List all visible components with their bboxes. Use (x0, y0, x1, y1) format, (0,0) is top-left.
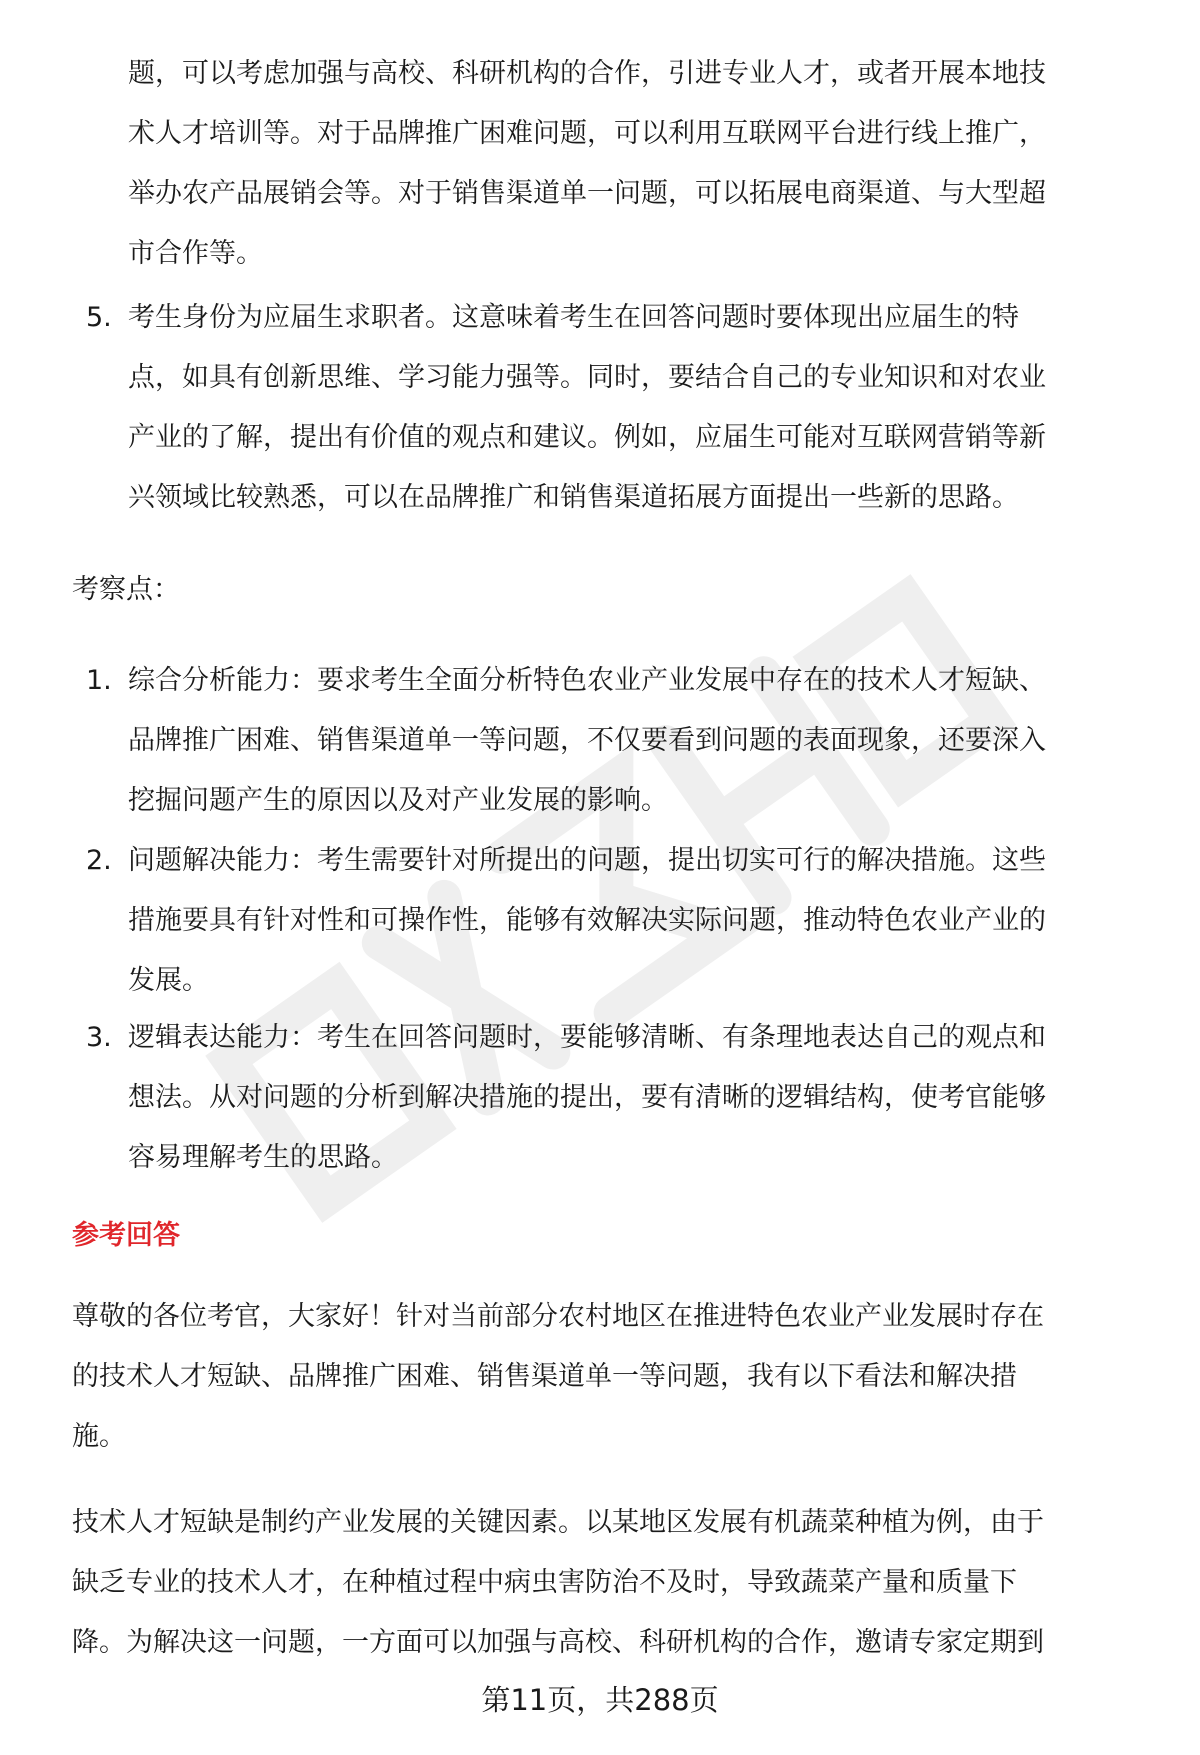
list-item-line: 综合分析能力：要求考生全面分析特色农业产业发展中存在的技术人才短缺、 (128, 665, 1046, 696)
reference-paragraph-2 (72, 1493, 1152, 1673)
list-number: 2. (86, 845, 112, 876)
list-number: 3. (86, 1022, 112, 1053)
exam-points-heading: 考察点： (72, 574, 180, 605)
paragraph-line: 的技术人才短缺、品牌推广困难、销售渠道单一等问题，我有以下看法和解决措 (72, 1361, 1017, 1392)
list-item-line: 挖掘问题产生的原因以及对产业发展的影响。 (128, 785, 668, 816)
list-item-line: 点，如具有创新思维、学习能力强等。同时，要结合自己的专业知识和对农业 (128, 362, 1046, 393)
paragraph-line: 技术人才短缺是制约产业发展的关键因素。以某地区发展有机蔬菜种植为例，由于 (72, 1507, 1044, 1538)
list-item-line: 考生身份为应届生求职者。这意味着考生在回答问题时要体现出应届生的特 (128, 302, 1019, 333)
list-item-line: 发展。 (128, 965, 209, 996)
continuation-line: 举办农产品展销会等。对于销售渠道单一问题，可以拓展电商渠道、与大型超 (128, 178, 1046, 209)
continuation-paragraph (128, 44, 1138, 284)
watermark-text: 职资考试网 (150, 560, 155, 561)
paragraph-line: 降。为解决这一问题，一方面可以加强与高校、科研机构的合作，邀请专家定期到 (72, 1627, 1044, 1658)
list-item-body (128, 1008, 1138, 1188)
list-item-line: 问题解决能力：考生需要针对所提出的问题，提出切实可行的解决措施。这些 (128, 845, 1046, 876)
page-number-footer: 第11页，共288页 (481, 1683, 719, 1717)
list-item-line: 产业的了解，提出有价值的观点和建议。例如，应届生可能对互联网营销等新 (128, 422, 1046, 453)
list-item-line: 品牌推广困难、销售渠道单一等问题，不仅要看到问题的表面现象，还要深入 (128, 725, 1046, 756)
reference-answer-heading: 参考回答 (72, 1220, 180, 1251)
list-item-body (128, 288, 1138, 528)
list-item-line: 想法。从对问题的分析到解决措施的提出，要有清晰的逻辑结构，使考官能够 (128, 1082, 1046, 1113)
list-item-line: 措施要具有针对性和可操作性，能够有效解决实际问题，推动特色农业产业的 (128, 905, 1046, 936)
list-item-body (128, 831, 1138, 1011)
paragraph-line: 施。 (72, 1421, 126, 1452)
list-number: 1. (86, 665, 112, 696)
list-item-line: 兴领域比较熟悉，可以在品牌推广和销售渠道拓展方面提出一些新的思路。 (128, 482, 1019, 513)
paragraph-line: 尊敬的各位考官，大家好！针对当前部分农村地区在推进特色农业产业发展时存在 (72, 1301, 1044, 1332)
list-item-line: 容易理解考生的思路。 (128, 1142, 398, 1173)
list-number: 5. (86, 302, 112, 333)
continuation-line: 题，可以考虑加强与高校、科研机构的合作，引进专业人才，或者开展本地技 (128, 58, 1046, 89)
list-item-line: 逻辑表达能力：考生在回答问题时，要能够清晰、有条理地表达自己的观点和 (128, 1022, 1046, 1053)
continuation-line: 市合作等。 (128, 238, 263, 269)
list-item-body (128, 651, 1138, 831)
paragraph-line: 缺乏专业的技术人才，在种植过程中病虫害防治不及时，导致蔬菜产量和质量下 (72, 1567, 1017, 1598)
reference-paragraph-1 (72, 1287, 1152, 1467)
continuation-line: 术人才培训等。对于品牌推广困难问题，可以利用互联网平台进行线上推广， (128, 118, 1046, 149)
